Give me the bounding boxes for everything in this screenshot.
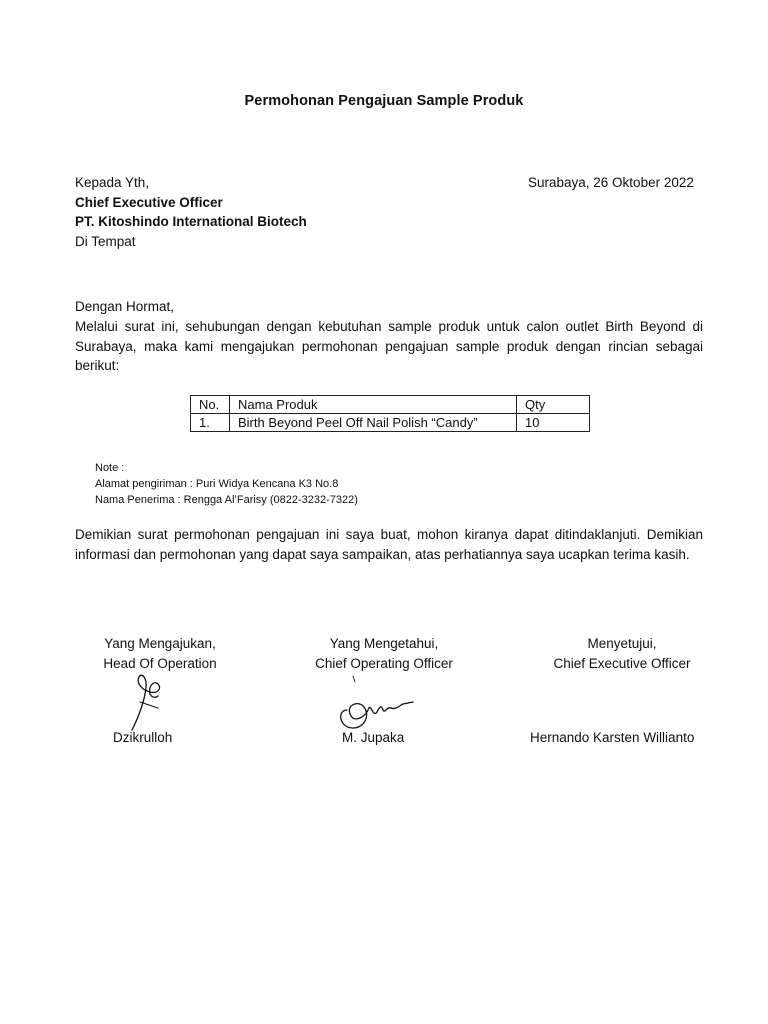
signatory-1-role: Yang Mengajukan, (104, 636, 216, 651)
body-intro: Melalui surat ini, sehubungan dengan kebutuhan sample produk untuk calon outlet Birth Beyond di Surabaya, maka kami mengajukan permohonan pengajuan sample produk dengan rincian sebagai berikut: (75, 319, 703, 373)
signatory-3-name: Hernando Karsten Willianto (530, 730, 695, 745)
signatory-2-role: Yang Mengetahui, (329, 636, 439, 651)
closing-paragraph: Demikian surat permohonan pengajuan ini saya buat, mohon kiranya dapat ditindaklanjuti. Demikian informasi dan permohonan yang dapat saya sampaikan, atas perhatiannya saya ucapkan terima kasih. (75, 527, 703, 562)
note-label: Note : (95, 462, 125, 474)
signatory-1-name: Dzikrulloh (113, 730, 173, 745)
recipient-block (75, 173, 307, 251)
signature-1-scribble (118, 668, 178, 732)
signatory-3 (540, 634, 704, 673)
note-receiver: Nama Penerima : Rengga Al’Farisy (0822-3232-7322) (95, 494, 358, 506)
letter-date: Surabaya, 26 Oktober 2022 (528, 175, 694, 190)
cell-qty: 10 (517, 414, 590, 432)
table-row (191, 414, 590, 432)
recipient-company: PT. Kitoshindo International Biotech (75, 214, 307, 229)
greeting: Dengan Hormat, (75, 299, 175, 314)
signatory-3-role: Menyetujui, (587, 636, 657, 651)
header-product-name: Nama Produk (230, 396, 517, 414)
recipient-position: Chief Executive Officer (75, 194, 223, 210)
header-no: No. (191, 396, 230, 414)
recipient-salutation: Kepada Yth, (75, 175, 150, 190)
header-qty: Qty (517, 396, 590, 414)
cell-product-name: Birth Beyond Peel Off Nail Polish “Candy” (230, 414, 517, 432)
signature-2-scribble (335, 674, 417, 734)
note-address: Alamat pengiriman : Puri Widya Kencana K3 No.8 (95, 478, 339, 490)
cell-no: 1. (191, 414, 230, 432)
product-table (190, 395, 590, 432)
recipient-place: Di Tempat (75, 233, 136, 249)
signatory-1-position: Head Of Operation (103, 655, 217, 671)
signatory-2 (297, 634, 471, 673)
document-title: Permohonan Pengajuan Sample Produk (244, 93, 524, 109)
note-block (95, 460, 358, 508)
signatory-2-name: M. Jupaka (342, 730, 405, 745)
signatory-2-position: Chief Operating Officer (315, 655, 453, 671)
signatory-3-position: Chief Executive Officer (553, 655, 691, 671)
table-header-row (191, 396, 590, 414)
